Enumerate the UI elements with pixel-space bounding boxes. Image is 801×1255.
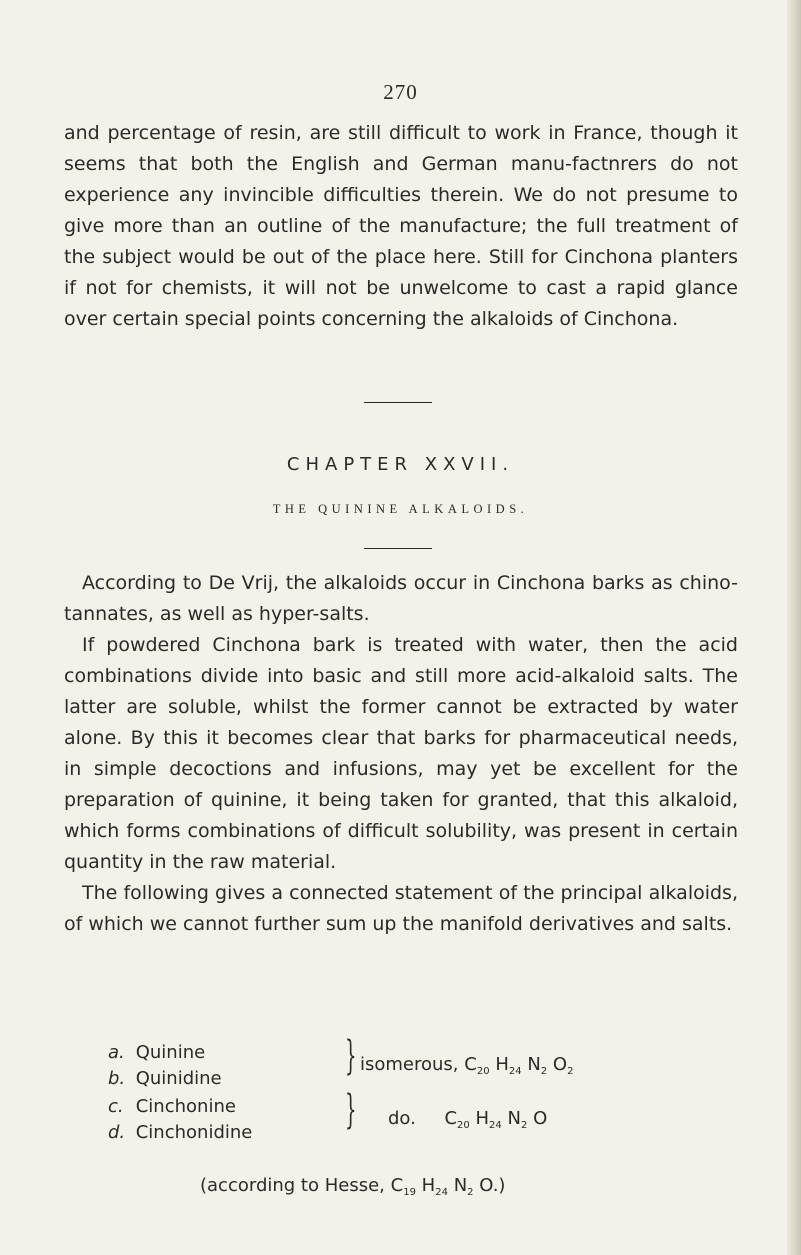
formula-hydrogen: H xyxy=(475,1108,490,1129)
chapter-subtitle: THE QUININE ALKALOIDS. xyxy=(272,502,529,516)
list-item xyxy=(108,1068,222,1092)
paragraph-intro-text: and percentage of resin, are still difficult to work in France, though it seems that both the English and German manu-factnrers do not experience any invincible difficulties therein. We do not presume to give more than an outline of the manufacture; the full treatment of the subject would be out of the place here. Still for Cinchona planters if not for chemists, it will not be unwelcome to cast a rapid glance over certain special points concerning the alkaloids of Cinchona. xyxy=(64,122,738,330)
formula-nitrogen-count: 2 xyxy=(467,1187,474,1198)
formula-nitrogen-count: 2 xyxy=(520,1120,528,1131)
paragraph-powdered-bark: If powdered Cinchona bark is treated with water, then the acid combinations divide into basic and still more acid-alkaloid salts. The latter are soluble, whilst the former cannot be extracted by water alone. By this it becomes clear that barks for pharmaceutical needs, in simple decoctions and infusions, may yet be excellent for the preparation of quinine, it being taken for granted, that this alkaloid, which forms combinations of difficult solubility, was present in certain quantity in the raw material. xyxy=(64,634,738,873)
paragraph-de-vrij: According to De Vrij, the alkaloids occur in Cinchona barks as chino-tannates, as well as hyper-salts. xyxy=(64,572,738,625)
item-letter: a. xyxy=(108,1042,125,1063)
formula-carbon: C xyxy=(390,1175,404,1196)
paragraph-statement: The following gives a connected statement of the principal alkaloids, of which we cannot further sum up the manifold derivatives and salts. xyxy=(64,882,738,935)
list-item xyxy=(108,1096,236,1120)
note-prefix: (according to Hesse, xyxy=(200,1175,385,1196)
page-number: 270 xyxy=(383,80,418,104)
divider-top xyxy=(364,402,432,403)
formula-nitrogen: N xyxy=(453,1175,468,1196)
formula-nitrogen: N xyxy=(507,1108,521,1129)
formula-oxygen: O xyxy=(552,1054,568,1075)
divider-bottom xyxy=(364,548,432,549)
formula-carbon-count: 20 xyxy=(457,1120,470,1131)
hesse-note xyxy=(200,1175,505,1198)
item-letter: d. xyxy=(108,1122,126,1143)
brace-group-2: } xyxy=(344,1087,357,1133)
item-name: Quinine xyxy=(135,1042,206,1063)
formula-do xyxy=(388,1108,547,1131)
list-item xyxy=(108,1042,205,1066)
list-item xyxy=(108,1122,252,1146)
item-name: Cinchonine xyxy=(135,1096,236,1117)
formula-isomerous xyxy=(360,1054,573,1077)
item-letter: c. xyxy=(108,1096,124,1117)
brace-group-1: } xyxy=(344,1033,357,1079)
paragraph-intro xyxy=(64,118,738,335)
formula-carbon-count: 19 xyxy=(403,1187,416,1198)
formula-nitrogen: N xyxy=(527,1054,541,1075)
chapter-body xyxy=(64,568,738,940)
formula-nitrogen-count: 2 xyxy=(540,1066,548,1077)
chapter-title: CHAPTER XXVII. xyxy=(286,454,515,475)
formula-carbon: C xyxy=(464,1054,477,1075)
formula-label: isomerous, xyxy=(360,1054,459,1075)
item-letter: b. xyxy=(108,1068,126,1089)
formula-hydrogen-count: 24 xyxy=(489,1120,502,1131)
formula-carbon: C xyxy=(444,1108,458,1129)
formula-hydrogen-count: 24 xyxy=(435,1187,448,1198)
formula-carbon-count: 20 xyxy=(476,1066,490,1077)
item-name: Quinidine xyxy=(135,1068,222,1089)
formula-label: do. xyxy=(388,1108,416,1129)
formula-hydrogen-count: 24 xyxy=(508,1066,522,1077)
item-name: Cinchonidine xyxy=(135,1122,253,1143)
formula-hydrogen: H xyxy=(421,1175,436,1196)
page-edge xyxy=(787,0,801,1255)
formula-oxygen: O xyxy=(533,1108,548,1129)
formula-oxygen-count: 2 xyxy=(567,1066,574,1077)
formula-hydrogen: H xyxy=(495,1054,509,1075)
formula-oxygen: O.) xyxy=(479,1175,506,1196)
